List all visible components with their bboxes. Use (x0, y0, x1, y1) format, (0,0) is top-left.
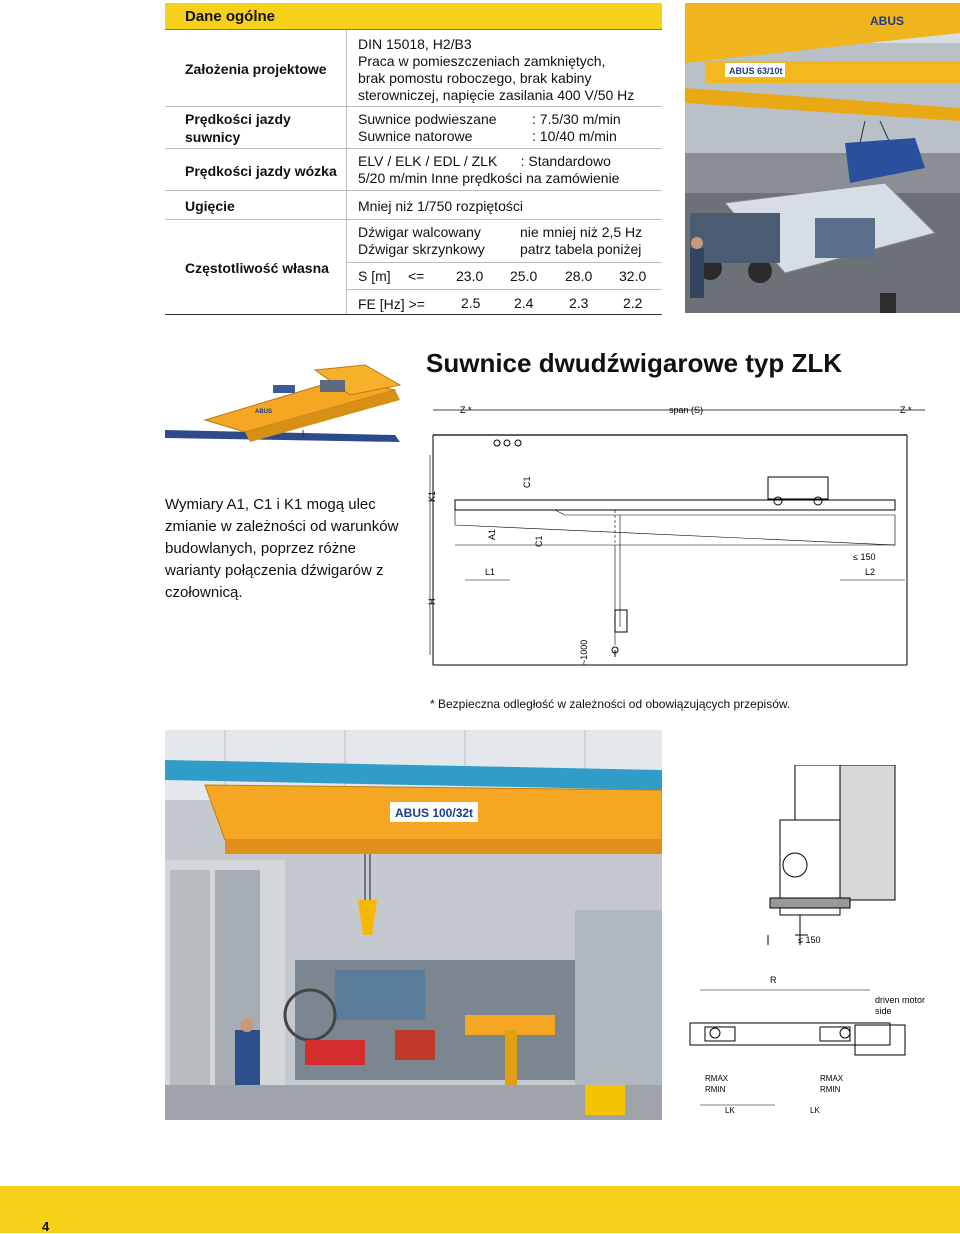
row-label-deflection: Ugięcie (185, 198, 235, 214)
s-label: S [m] (358, 268, 391, 284)
lk-left-label: LK (725, 1106, 735, 1115)
divider (165, 106, 662, 107)
svg-text:ABUS: ABUS (255, 409, 273, 415)
rmin-right-label: RMIN (820, 1085, 841, 1094)
rmax-right-label: RMAX (820, 1074, 844, 1083)
table-vertical-divider (346, 30, 347, 314)
page-number: 4 (42, 1219, 50, 1234)
d1000-label: ~1000 (579, 639, 589, 665)
z-right-label: Z * (900, 405, 912, 415)
divider (165, 148, 662, 149)
row-value-design: DIN 15018, H2/B3 Praca w pomieszczeniach zamkniętych, brak pomostu roboczego, brak kabiny sterowniczej, napięcie zasilania 400 V/50 Hz (358, 36, 635, 103)
crane-section-diagram (680, 765, 960, 1125)
top-logo: ABUS (870, 14, 905, 28)
table-header: Dane ogólne (165, 3, 662, 30)
lk-right-label: LK (810, 1106, 820, 1115)
s-value: 32.0 (619, 268, 647, 284)
divider (347, 289, 662, 290)
le150-label: ≤ 150 (853, 552, 876, 562)
row-label-crane-speed: Prędkości jazdy suwnicy (185, 111, 291, 145)
crane-elevation-diagram (415, 395, 960, 695)
l1-label: L1 (485, 567, 496, 577)
footnote: * Bezpieczna odległość w zależności od obowiązujących przepisów. (430, 697, 791, 711)
fe-value: 2.4 (514, 295, 534, 311)
s-value: 23.0 (456, 268, 484, 284)
dimensions-caption: Wymiary A1, C1 i K1 mogą ulec zmianie w zależności od warunków budowlanych, poprzez różne warianty połączenia dźwigarów z czołownicą. (165, 496, 399, 601)
bottom-sign: ABUS 100/32t (395, 806, 474, 820)
row-label-trolley-speed: Prędkości jazdy wózka (185, 163, 337, 179)
l2-label: L2 (865, 567, 876, 577)
span-label: span (S) (669, 405, 704, 415)
row-value-crane-speed: Suwnice podwieszane : 7.5/30 m/min Suwnice natorowe : 10/40 m/min (358, 111, 621, 144)
fe-label: FE [Hz] >= (358, 296, 425, 312)
footer-bar (0, 1186, 960, 1233)
driven-line1: driven motor (875, 995, 926, 1005)
c1-top-label: C1 (522, 476, 532, 488)
rmax-left-label: RMAX (705, 1074, 729, 1083)
top-sign: ABUS 63/10t (729, 66, 783, 76)
row-value-deflection: Mniej niż 1/750 rozpiętości (358, 198, 523, 214)
row-value-frequency: Dźwigar walcowany nie mniej niż 2,5 Hz Dźwigar skrzynkowy patrz tabela poniżej (358, 224, 643, 257)
divider (347, 262, 662, 263)
z-left-label: Z * (460, 405, 472, 415)
divider (165, 190, 662, 191)
table-bottom-border (165, 314, 662, 315)
r-label: R (770, 975, 777, 985)
a1-label: A1 (487, 528, 497, 540)
fe-value: 2.2 (623, 295, 643, 311)
workshop-crane-photo (685, 3, 960, 313)
divider (165, 219, 662, 220)
fe-value: 2.3 (569, 295, 589, 311)
rmin-left-label: RMIN (705, 1085, 726, 1094)
page-title: Suwnice dwudźwigarowe typ ZLK (426, 348, 843, 378)
row-label-frequency: Częstotliwość własna (185, 260, 329, 276)
h-label: H (427, 598, 437, 605)
s-value: 28.0 (565, 268, 593, 284)
driven-line2: side (875, 1006, 892, 1016)
row-label-design: Założenia projektowe (185, 61, 327, 77)
s-value: 25.0 (510, 268, 538, 284)
fe-value: 2.5 (461, 295, 481, 311)
s-op: <= (408, 268, 425, 284)
crane-render (165, 350, 425, 450)
k1-label: K1 (427, 490, 437, 502)
factory-crane-photo (165, 730, 662, 1120)
row-value-trolley-speed: ELV / ELK / EDL / ZLK : Standardowo 5/20 m/min Inne prędkości na zamówienie (358, 153, 620, 186)
section-le150-label: ≤ 150 (798, 935, 821, 945)
c1-bottom-label: C1 (534, 535, 544, 547)
